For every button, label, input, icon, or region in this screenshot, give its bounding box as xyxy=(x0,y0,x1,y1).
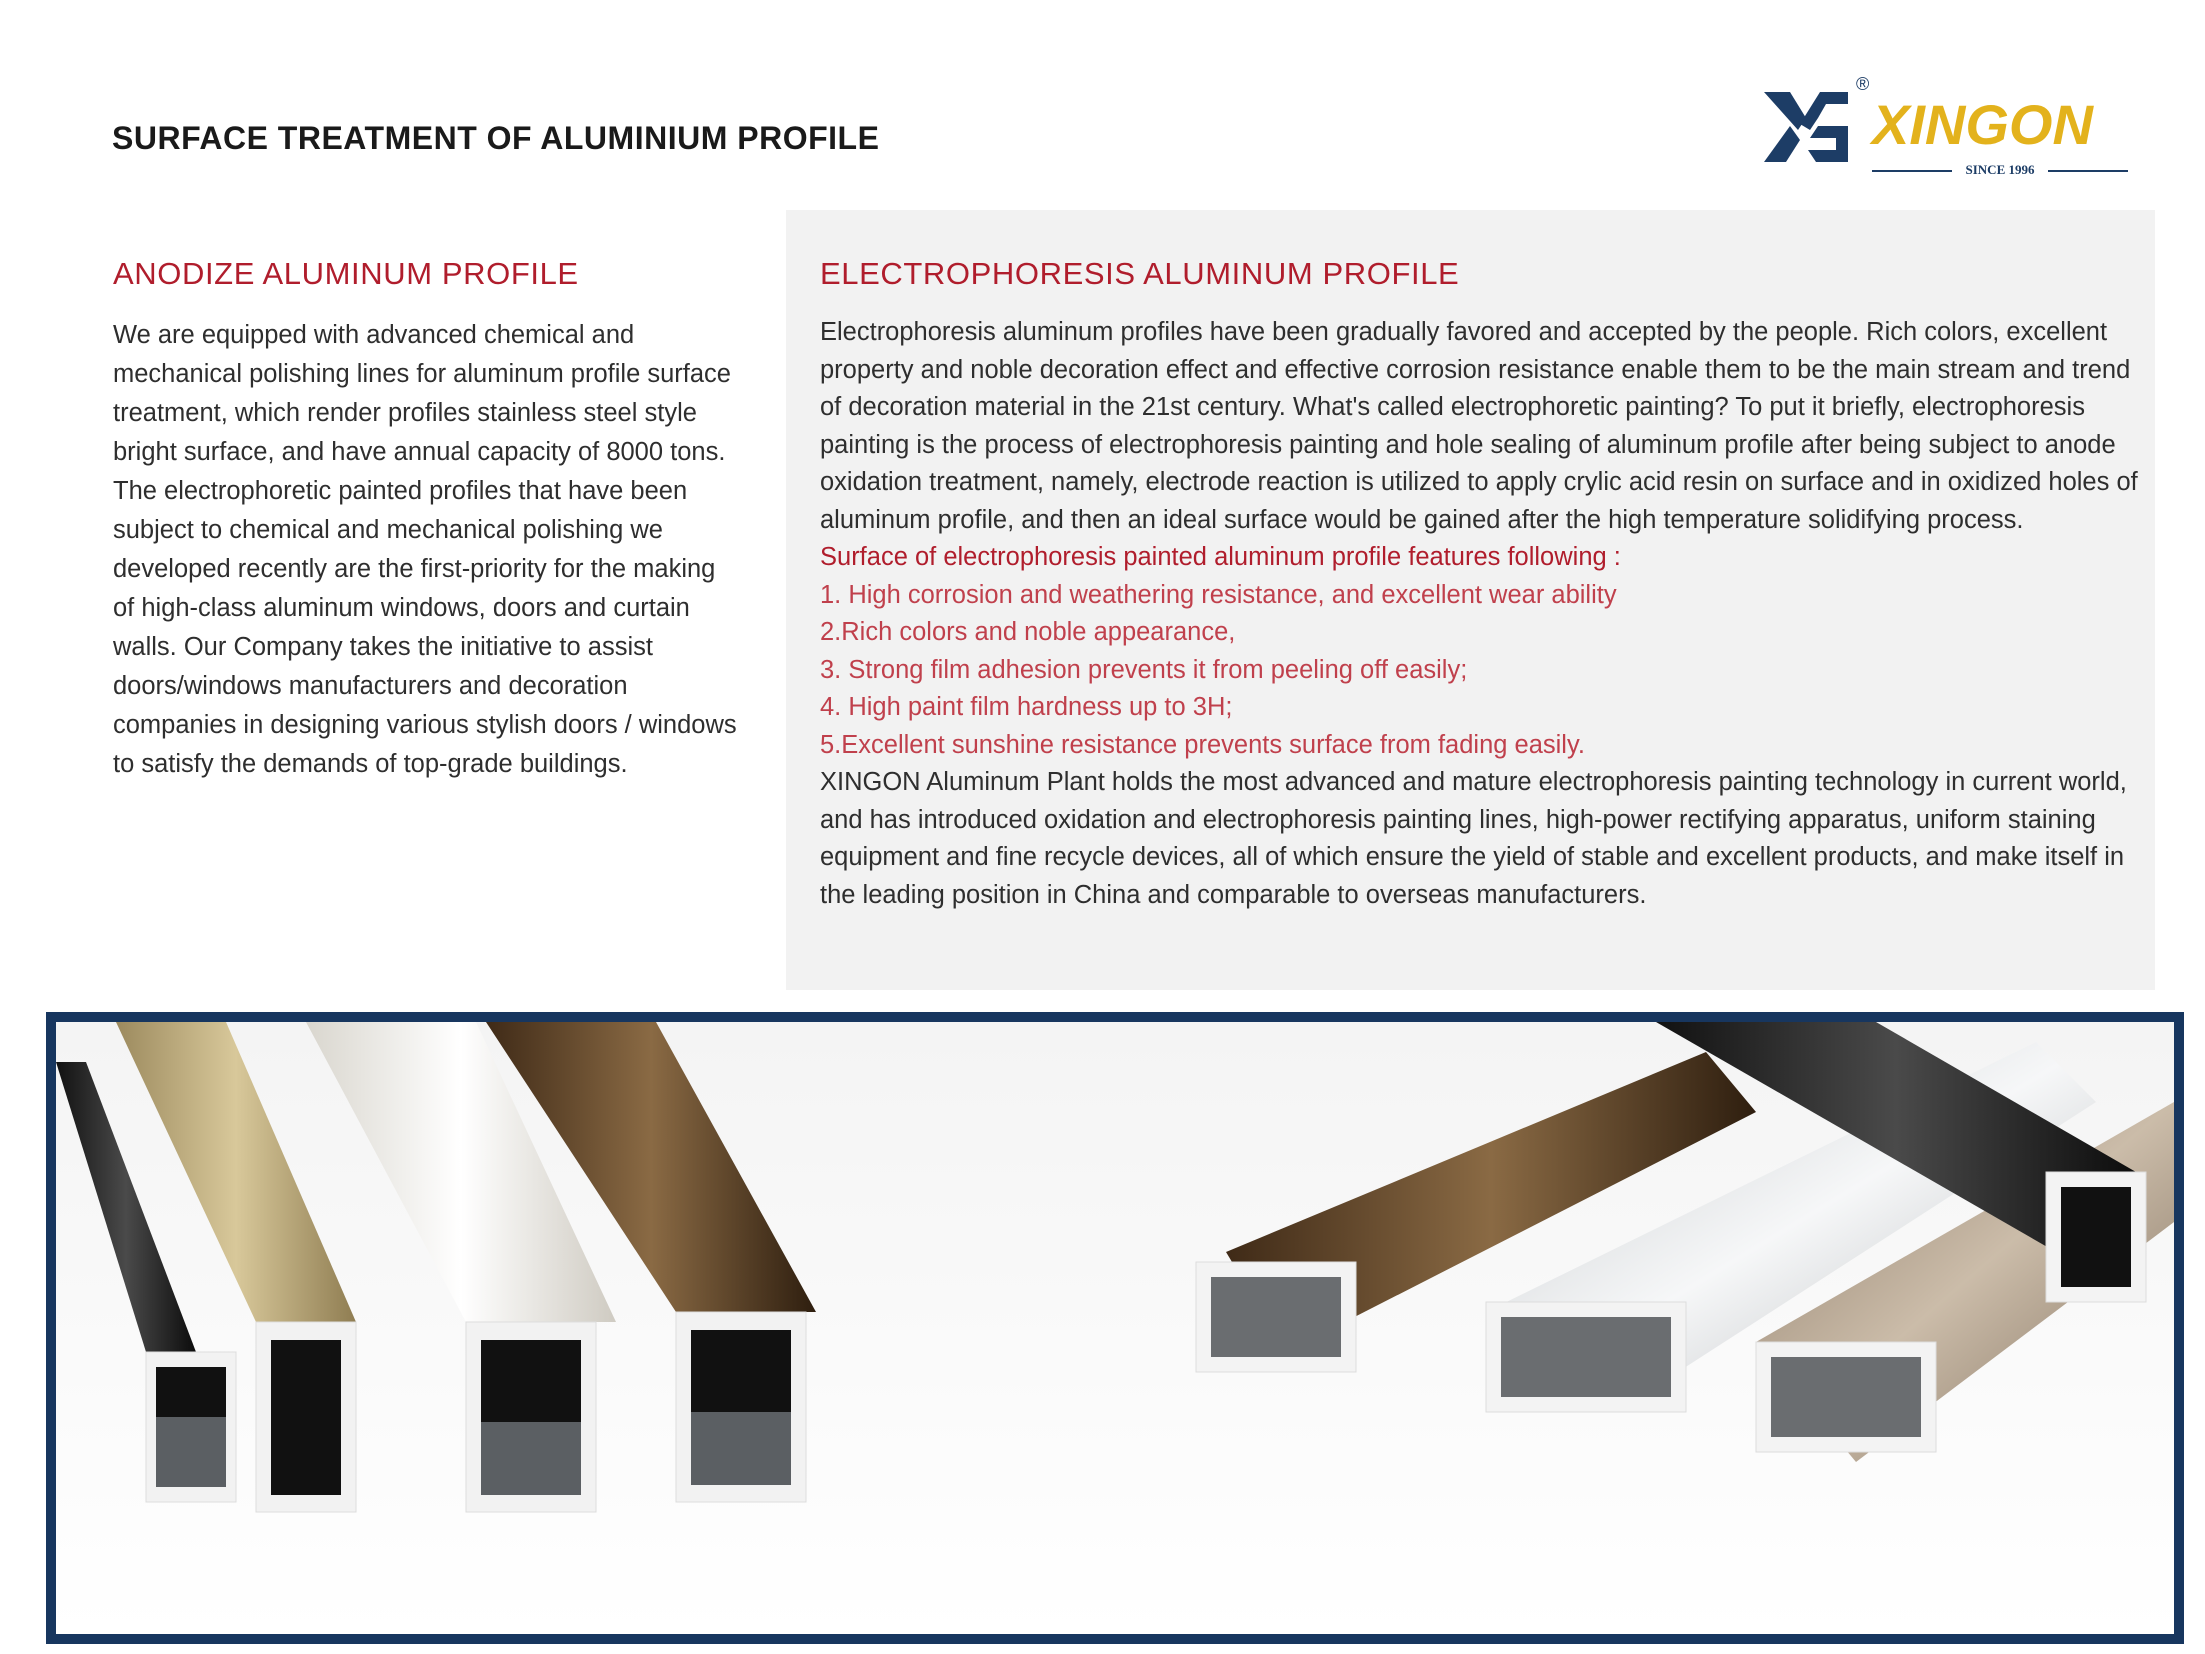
divider xyxy=(2048,170,2128,172)
feature-item: 2.Rich colors and noble appearance, xyxy=(820,618,1236,646)
xg-logo-icon xyxy=(1760,78,1852,170)
features-title: Surface of electrophoresis painted aluminum profile features following : xyxy=(820,543,1621,571)
registered-mark: ® xyxy=(1856,74,1870,94)
aluminum-profiles-image xyxy=(56,1022,2174,1634)
electrophoresis-closing: XINGON Aluminum Plant holds the most advanced and mature electrophoresis painting technology in current world, and has introduced oxidation and electrophoresis painting lines, high-power rectifying apparatus, uniform staining equipment and fine recycle devices, all of which ensure the yield of stable and excellent products, and make itself in the leading position in China and comparable to overseas manufacturers. xyxy=(820,768,2127,909)
since-text: SINCE 1996 xyxy=(1965,162,2035,177)
feature-item: 3. Strong film adhesion prevents it from peeling off easily; xyxy=(820,655,1468,684)
xingon-logo xyxy=(1760,74,2140,178)
page-title: SURFACE TREATMENT OF ALUMINIUM PROFILE xyxy=(112,120,880,156)
product-photo xyxy=(46,1012,2184,1644)
logo-since xyxy=(1872,162,2128,178)
feature-item: 1. High corrosion and weathering resistance, and excellent wear ability xyxy=(820,580,1617,609)
features-list xyxy=(820,577,2140,765)
anodize-heading: ANODIZE ALUMINUM PROFILE xyxy=(113,256,579,291)
electrophoresis-body xyxy=(820,314,2140,914)
electrophoresis-intro: Electrophoresis aluminum profiles have been gradually favored and accepted by the people. Rich colors, excellent property and noble decoration effect and effective corrosion resistance enable them to be the main stream and trend of decoration material in the 21st century. What's called electrophoretic painting? To put it briefly, electrophoresis painting is the process of electrophoresis painting and hole sealing of aluminum profile after being subject to anode oxidation treatment, namely, electrode reaction is utilized to apply crylic acid resin on surface and in oxidized holes of aluminum profile, and then an ideal surface would be gained after the high temperature solidifying process. xyxy=(820,318,2138,534)
feature-item: 4. High paint film hardness up to 3H; xyxy=(820,693,1233,721)
electrophoresis-panel xyxy=(786,210,2155,990)
divider xyxy=(1872,170,1952,172)
feature-item: 5.Excellent sunshine resistance prevents surface from fading easily. xyxy=(820,730,1585,759)
electrophoresis-heading: ELECTROPHORESIS ALUMINUM PROFILE xyxy=(820,256,1460,291)
logo-wordmark: XINGON xyxy=(1872,93,2093,156)
anodize-body: We are equipped with advanced chemical and mechanical polishing lines for aluminum profile surface treatment, which render profiles stainless steel style bright surface, and have annual capacity of 8000 tons. The electrophoretic painted profiles that have been subject to chemical and mechanical polishing we developed recently are the first-priority for the making of high-class aluminum windows, doors and curtain walls. Our Company takes the initiative to assist doors/windows manufacturers and decoration companies in designing various stylish doors / windows to satisfy the demands of top-grade buildings. xyxy=(113,321,737,778)
